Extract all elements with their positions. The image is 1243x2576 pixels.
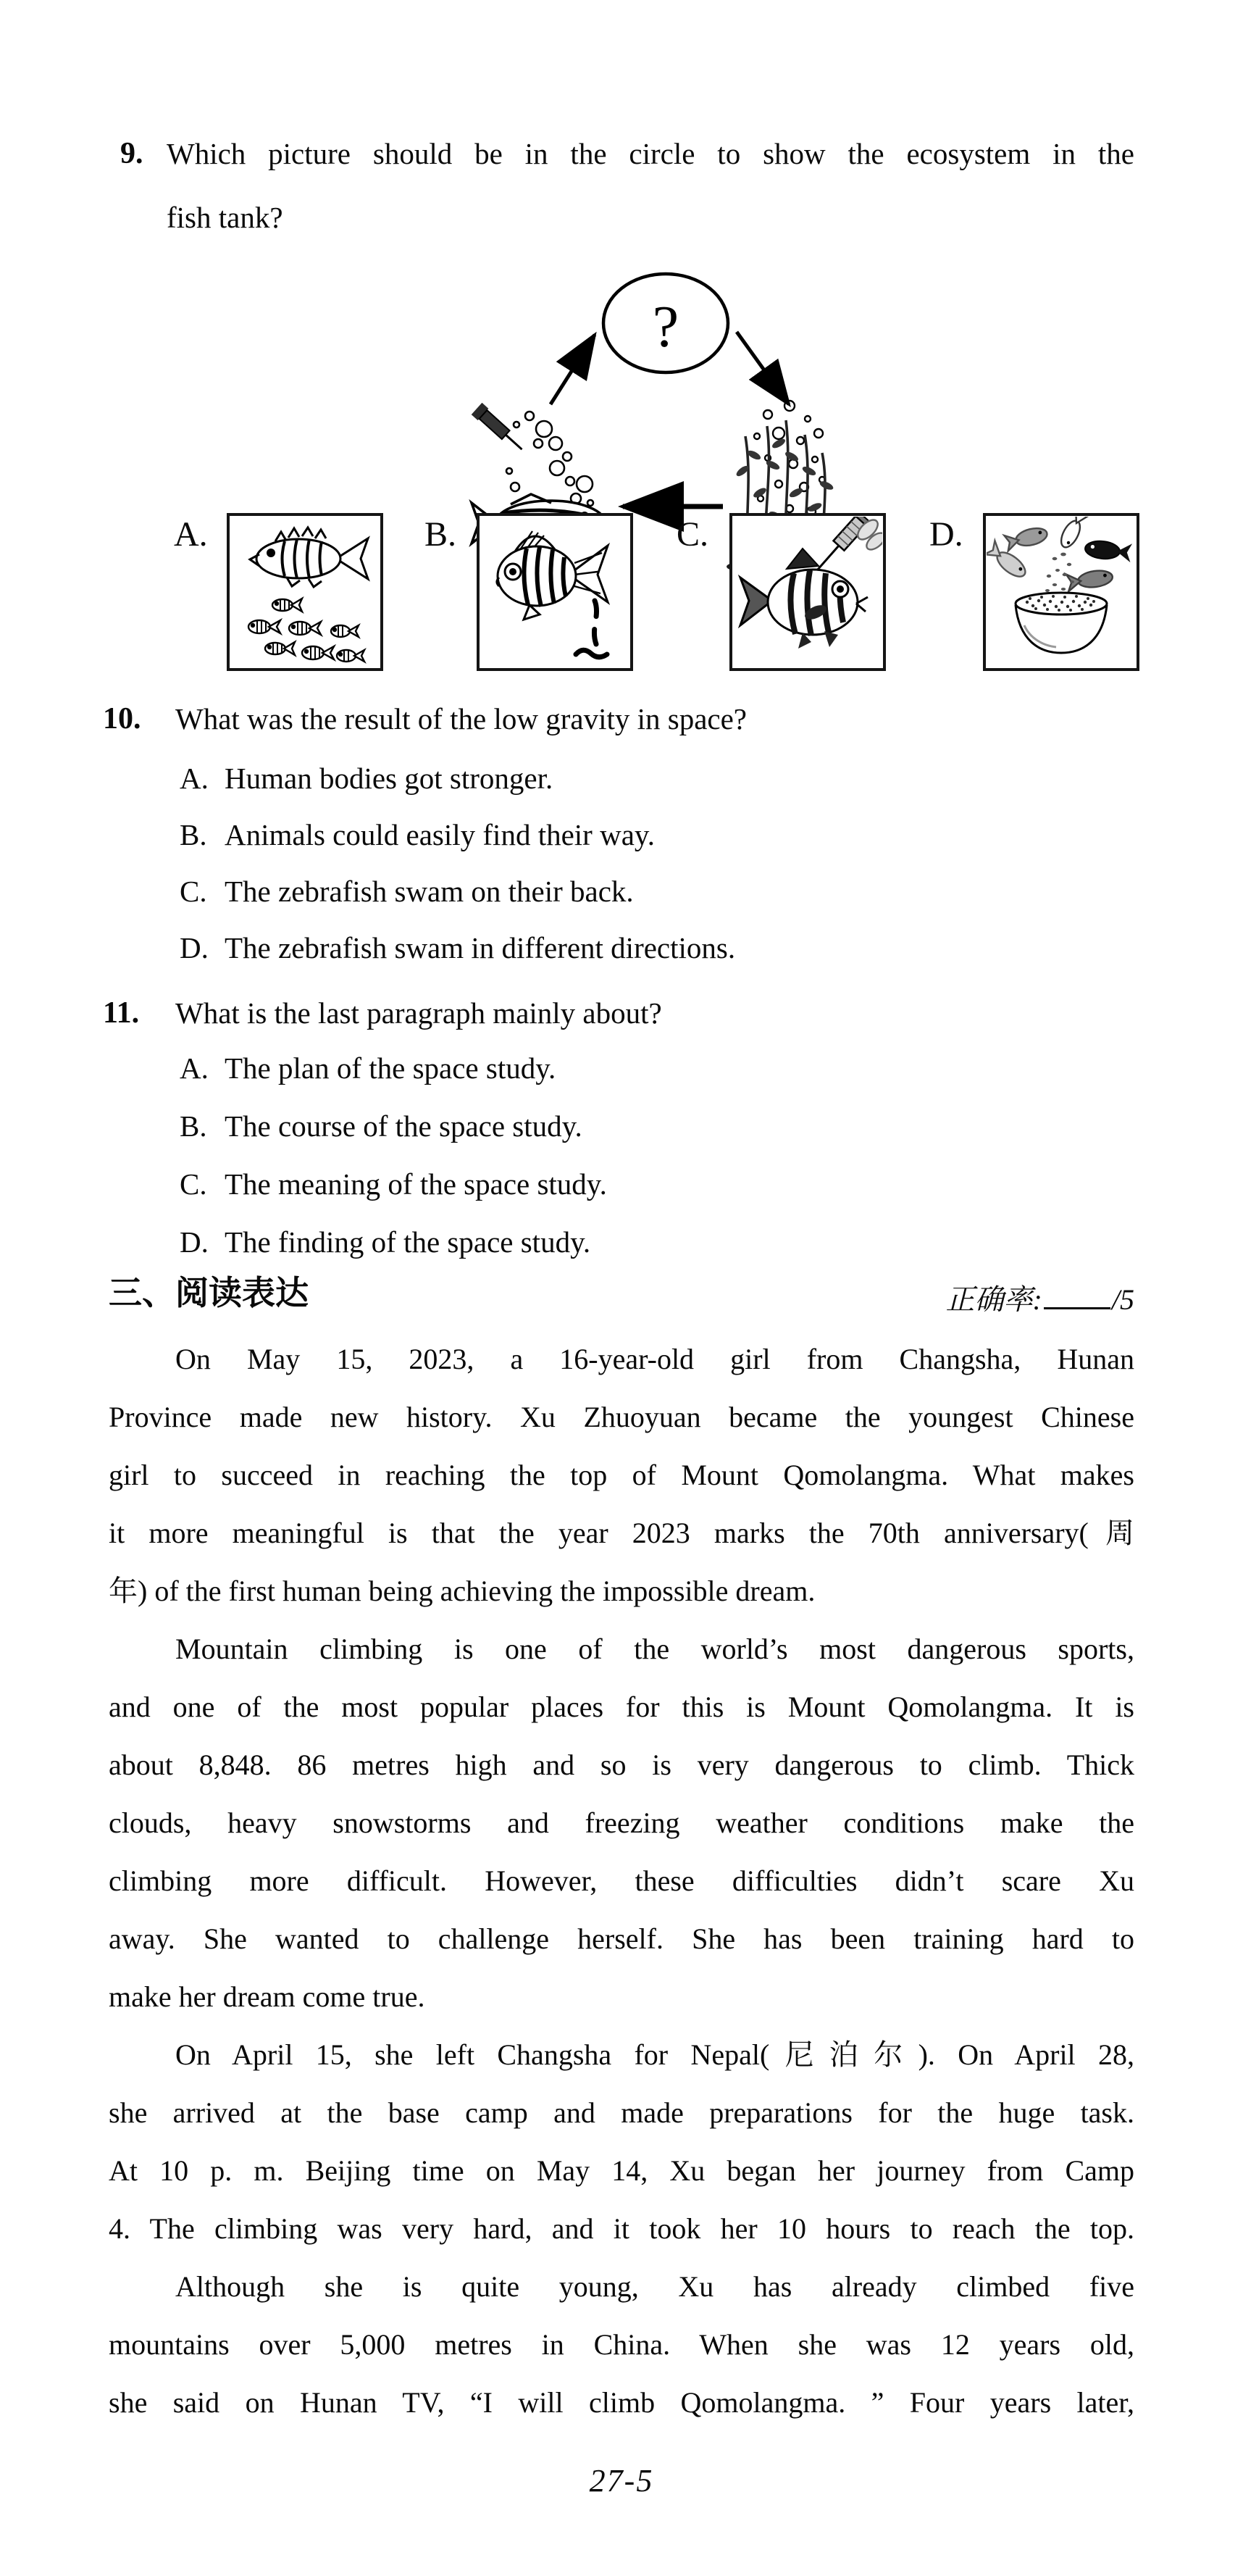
q9-option-b-label: B.: [424, 515, 457, 554]
q11-option-d: [180, 1222, 590, 1262]
q10-option-a-label: A.: [180, 762, 209, 795]
q9-option-a-picture: [227, 513, 383, 671]
q11-option-b-text: The course of the space study.: [225, 1109, 582, 1143]
q9-option-d-picture: [983, 513, 1139, 671]
fish-food-bowl-icon: [987, 517, 1136, 666]
q9-option-c-picture: [729, 513, 886, 671]
q10-number: 10.: [103, 702, 141, 735]
fish-injection-icon: [733, 517, 882, 666]
fry-school-icon: [248, 599, 364, 662]
accuracy-total: /5: [1111, 1283, 1134, 1316]
passage-line: girl to succeed in reaching the top of Mount Qomolangma. What makes: [109, 1459, 1134, 1491]
reading-passage: [109, 1330, 1134, 2432]
q10-option-b: [180, 814, 655, 855]
q9-option-d-label: D.: [929, 515, 963, 554]
passage-line: and one of the most popular places for this is Mount Qomolangma. It is: [109, 1691, 1134, 1723]
q11-option-a-label: A.: [180, 1051, 209, 1085]
passage-line: On May 15, 2023, a 16-year-old girl from Changsha, Hunan: [175, 1343, 1134, 1375]
q9-option-b-picture: [477, 513, 633, 671]
q11-stem: What is the last paragraph mainly about?: [175, 996, 662, 1030]
q9-option-a-label: A.: [174, 515, 208, 554]
syringe-icon: [817, 517, 882, 570]
q10-option-b-label: B.: [180, 818, 207, 851]
passage-line: Although she is quite young, Xu has already climbed five: [175, 2270, 1134, 2303]
fish-excrement-icon: [480, 517, 629, 666]
q10-option-c: [180, 871, 634, 912]
q10-option-d-text: The zebrafish swam in different directions.: [225, 931, 736, 964]
passage-line: away. She wanted to challenge herself. She has been training hard to: [109, 1922, 1134, 1955]
section3-accuracy: [946, 1278, 1134, 1318]
question-circle: [603, 274, 728, 372]
q11-option-b-label: B.: [180, 1109, 207, 1143]
page-number: 27-5: [589, 2463, 654, 2498]
section3-title: 三、阅读表达: [109, 1273, 309, 1312]
q9-option-c-label: C.: [677, 515, 709, 554]
waste-trail-icon: [594, 601, 596, 644]
q10-option-d-label: D.: [180, 931, 209, 964]
q9-stem-line2: fish tank?: [167, 201, 283, 234]
passage-line: about 8,848. 86 metres high and so is very dangerous to climb. Thick: [109, 1748, 1134, 1781]
fish-group-icon: [987, 517, 1132, 591]
question-mark-label: ?: [652, 293, 679, 359]
passage-line: Province made new history. Xu Zhuoyuan became the youngest Chinese: [109, 1401, 1134, 1433]
q11-option-c-text: The meaning of the space study.: [225, 1167, 607, 1201]
food-bowl-icon: [1016, 593, 1107, 653]
passage-line: it more meaningful is that the year 2023 marks the 70th anniversary(周: [109, 1517, 1134, 1549]
passage-line: climbing more difficult. However, these difficulties didn’t scare Xu: [109, 1864, 1134, 1897]
syringe-icon: [472, 403, 527, 456]
q10-option-d: [180, 928, 735, 968]
passage-line: On April 15, she left Changsha for Nepal(尼泊尔). On April 28,: [175, 2038, 1134, 2071]
q11-option-c: [180, 1164, 607, 1204]
passage-line: 年) of the first human being achieving the impossible dream.: [109, 1575, 816, 1607]
q10-option-c-text: The zebrafish swam on their back.: [225, 875, 634, 908]
q11-option-a-text: The plan of the space study.: [225, 1051, 556, 1085]
passage-line: mountains over 5,000 metres in China. When she was 12 years old,: [109, 2328, 1134, 2361]
q9-number: 9.: [120, 137, 143, 170]
q9-stem-line1: Which picture should be in the circle to show the ecosystem in the: [167, 137, 1134, 170]
q11-option-c-label: C.: [180, 1167, 207, 1201]
passage-line: make her dream come true.: [109, 1980, 425, 2013]
passage-line: she arrived at the base camp and made preparations for the huge task.: [109, 2096, 1134, 2129]
q11-option-b: [180, 1106, 582, 1146]
q11-option-d-label: D.: [180, 1225, 209, 1259]
q11-number: 11.: [103, 996, 140, 1030]
passage-line: 4. The climbing was very hard, and it took her 10 hours to reach the top.: [109, 2212, 1134, 2245]
passage-line: clouds, heavy snowstorms and freezing weather conditions make the: [109, 1806, 1134, 1839]
bubbles-icon: [506, 412, 593, 506]
accuracy-label: 正确率:: [945, 1283, 1042, 1316]
q11-option-d-text: The finding of the space study.: [225, 1225, 591, 1259]
passage-line: she said on Hunan TV, “I will climb Qomolangma. ” Four years later,: [109, 2386, 1134, 2419]
arrow-fish-to-circle-icon: [551, 335, 595, 404]
q10-option-a: [180, 758, 553, 799]
q10-option-a-text: Human bodies got stronger.: [225, 762, 553, 795]
passage-line: At 10 p. m. Beijing time on May 14, Xu began her journey from Camp: [109, 2154, 1134, 2187]
q10-stem: What was the result of the low gravity in space?: [175, 702, 747, 735]
waste-squiggle-icon: [576, 650, 607, 657]
arrow-circle-to-plants-icon: [737, 332, 789, 404]
passage-line: Mountain climbing is one of the world’s most dangerous sports,: [175, 1633, 1134, 1665]
q10-option-c-label: C.: [180, 875, 207, 908]
accuracy-blank-line: [1044, 1278, 1110, 1309]
q10-option-b-text: Animals could easily find their way.: [225, 818, 655, 851]
q11-option-a: [180, 1048, 556, 1088]
adult-fish-with-fry-icon: [230, 517, 380, 666]
